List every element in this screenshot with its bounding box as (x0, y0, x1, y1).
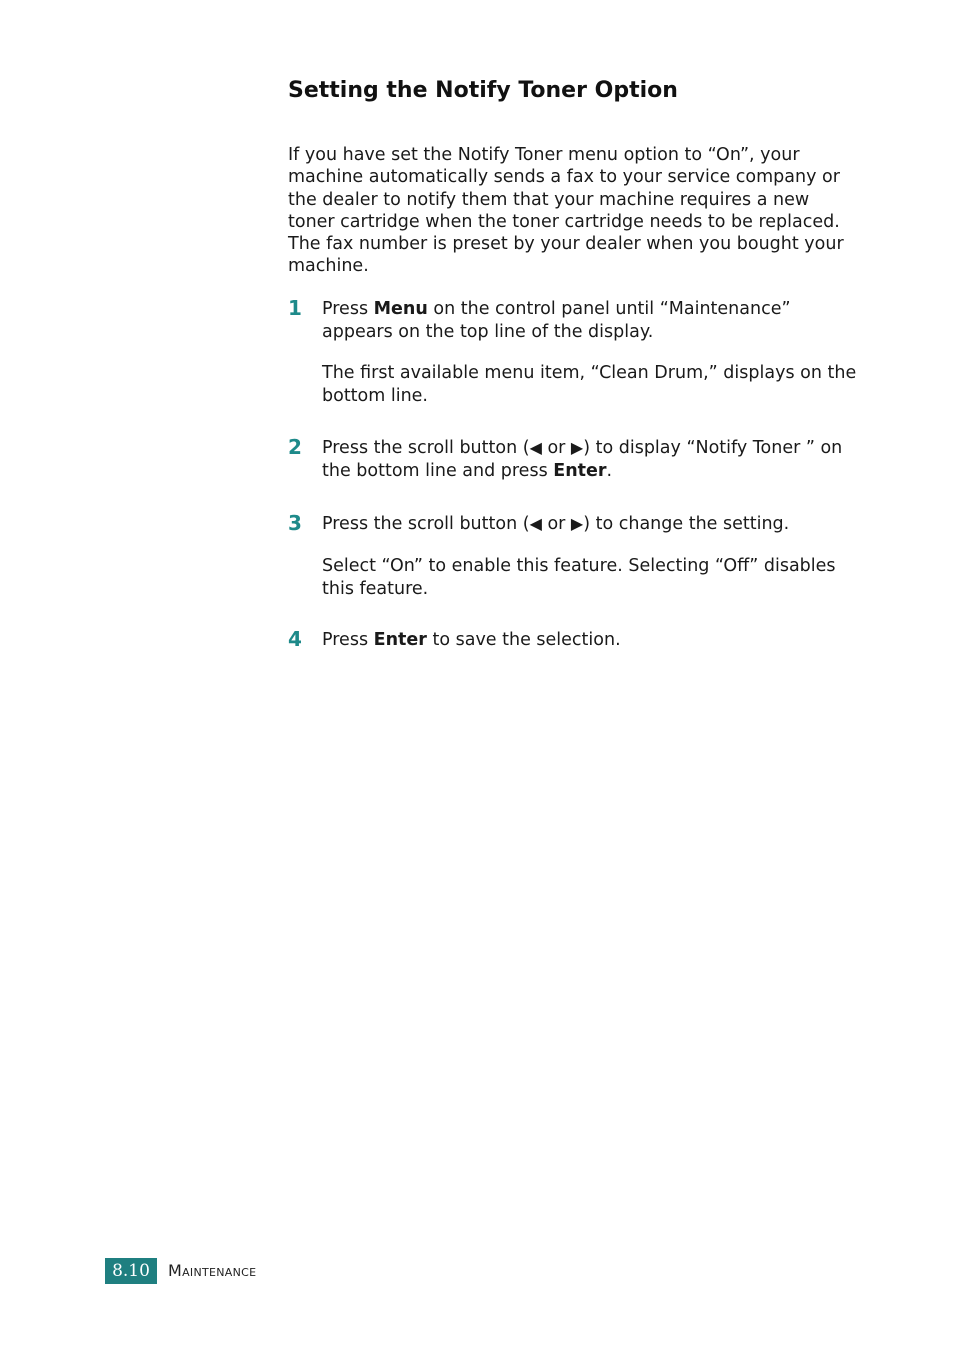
left-arrow-icon: ◀ (529, 514, 542, 533)
menu-key-label: Menu (373, 299, 428, 319)
left-arrow-icon: ◀ (529, 438, 542, 457)
step-4-text: Press Enter to save the selection. (322, 630, 621, 650)
step-3-number: 3 (288, 511, 302, 535)
page-number-badge: 8.10 (105, 1258, 157, 1284)
chapter-title: Maintenance (168, 1261, 257, 1280)
right-arrow-icon: ▶ (570, 438, 584, 457)
step-3-note: Select “On” to enable this feature. Selecting “Off” disables this feature. (322, 556, 836, 599)
enter-key-label: Enter (373, 630, 427, 650)
step-1-number: 1 (288, 296, 302, 320)
section-title: Setting the Notify Toner Option (288, 78, 678, 103)
intro-paragraph: If you have set the Notify Toner menu option to “On”, your machine automatically sends a fax to your service company or the dealer to notify them that your machine requires a new toner cartridge when the toner cartridge needs to be replaced. The fax number is preset by your dealer when you bought your machine. (288, 145, 844, 277)
step-2-number: 2 (288, 435, 302, 459)
step-2-text: Press the scroll button (◀ or ▶) to display “Notify Toner ” on the bottom line and press Enter. (322, 438, 843, 481)
step-4-number: 4 (288, 627, 302, 651)
step-1-text: Press Menu on the control panel until “Maintenance” appears on the top line of the display. (322, 299, 791, 342)
enter-key-label: Enter (553, 460, 607, 481)
step-3-text: Press the scroll button (◀ or ▶) to change the setting. (322, 514, 790, 534)
step-1-note: The first available menu item, “Clean Drum,” displays on the bottom line. (322, 363, 857, 406)
right-arrow-icon: ▶ (570, 514, 584, 533)
